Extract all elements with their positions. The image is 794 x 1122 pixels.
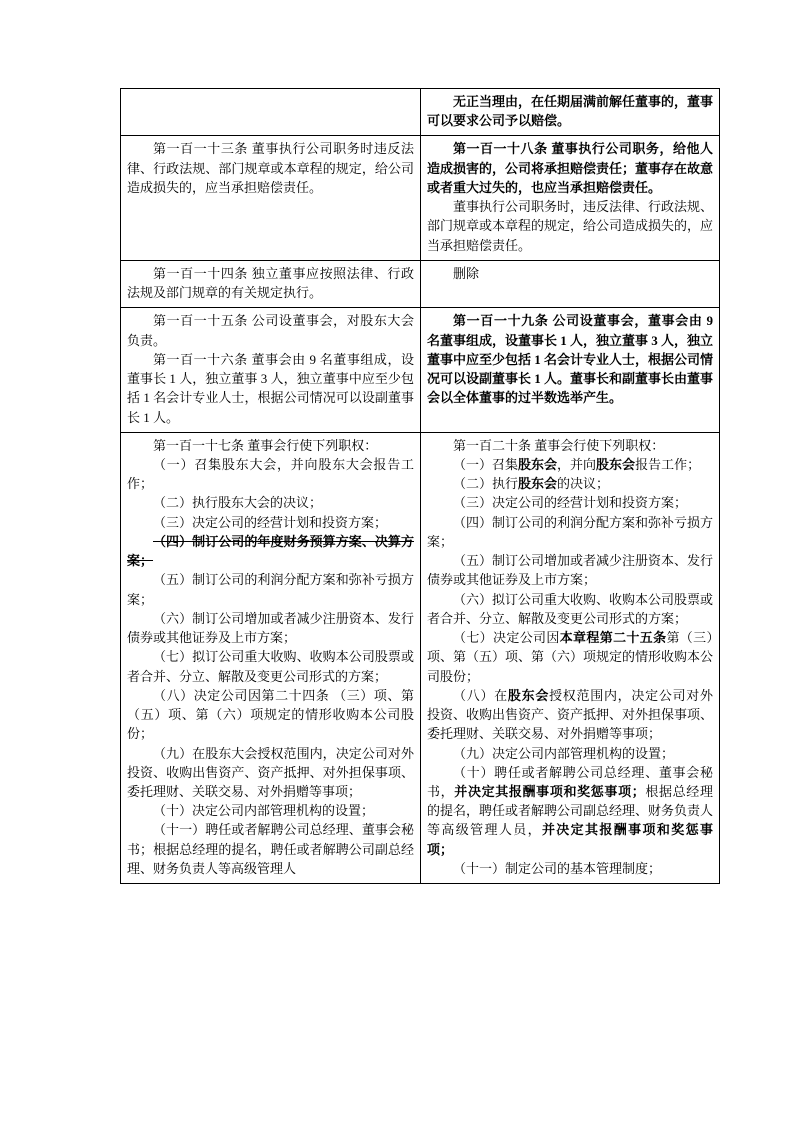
paragraph: （三）决定公司的经营计划和投资方案；: [153, 514, 388, 530]
paragraph: （六）拟订公司重大收购、收购本公司股票或者合并、分立、解散及变更公司形式的方案；: [427, 591, 714, 626]
table-cell-left: [121, 89, 421, 136]
table-cell-right: [421, 89, 720, 136]
comparison-table: [120, 88, 720, 884]
paragraph: （二）执行股东会的决议；: [453, 476, 610, 492]
table-row: [121, 308, 720, 432]
table-cell-right: [421, 136, 720, 260]
table-cell-right: [421, 260, 720, 307]
paragraph: （九）决定公司内部管理机构的设置；: [453, 745, 675, 761]
table-row: [121, 89, 720, 136]
paragraph: 董事执行公司职务时，违反法律、行政法规、部门规章或本章程的规定，给公司造成损失的，应当承担赔偿责任。: [427, 199, 714, 253]
table-cell-left: [121, 432, 421, 883]
paragraph: （九）在股东大会授权范围内，决定公司对外投资、收购出售资产、资产抵押、对外担保事项、委托理财、关联交易、对外捐赠等事项；: [127, 745, 414, 799]
paragraph: 第一百一十七条 董事会行使下列职权：: [153, 437, 378, 453]
paragraph: （七）拟订公司重大收购、收购本公司股票或者合并、分立、解散及变更公司形式的方案；: [127, 649, 414, 684]
paragraph: 第一百二十条 董事会行使下列职权：: [453, 437, 665, 453]
paragraph: （五）制订公司的利润分配方案和弥补亏损方案；: [127, 572, 414, 607]
paragraph: （四）制订公司的利润分配方案和弥补亏损方案；: [427, 514, 714, 549]
paragraph: 第一百一十九条 公司设董事会，董事会由 9 名董事组成，设董事长 1 人，独立董事 3 人，独立董事中应至少包括 1 名会计专业人士，根据公司情况可以设副董事长 1 人。董事长和副董事长由董事会以全体董事的过半数选举产生。: [427, 313, 714, 406]
paragraph: （三）决定公司的经营计划和投资方案；: [453, 495, 688, 511]
paragraph: 无正当理由，在任期届满前解任董事的，董事可以要求公司予以赔偿。: [427, 94, 714, 129]
table-cell-left: [121, 308, 421, 432]
paragraph: （一）召集股东大会，并向股东大会报告工作；: [127, 456, 414, 492]
paragraph: （五）制订公司增加或者减少注册资本、发行债券或其他证券及上市方案；: [427, 553, 714, 588]
paragraph: （二）执行股东大会的决议；: [153, 495, 323, 511]
paragraph: （十）聘任或者解聘公司总经理、董事会秘书，并决定其报酬事项和奖惩事项；根据总经理的提名，聘任或者解聘公司副总经理、财务负责人等高级管理人员，并决定其报酬事项和奖惩事项；: [427, 764, 714, 857]
paragraph: （七）决定公司因本章程第二十五条第（三）项、第（五）项、第（六）项规定的情形收购本公司股份；: [427, 630, 714, 684]
paragraph: 删除: [453, 265, 480, 281]
paragraph: （八）在股东会授权范围内，决定公司对外投资、收购出售资产、资产抵押、对外担保事项、委托理财、关联交易、对外捐赠等事项；: [427, 687, 714, 742]
table-row: [121, 136, 720, 260]
table-cell-left: [121, 136, 421, 260]
paragraph: 第一百一十六条 董事会由 9 名董事组成，设董事长 1 人，独立董事 3 人，独立董事中应至少包括 1 名会计专业人士，根据公司情况可以设副董事长 1 人。: [127, 351, 414, 425]
table-body: [121, 89, 720, 884]
paragraph-deleted: （四）制订公司的年度财务预算方案、决算方案；: [127, 533, 414, 569]
paragraph: 第一百一十三条 董事执行公司职务时违反法律、行政法规、部门规章或本章程的规定，给公司造成损失的，应当承担赔偿责任。: [127, 141, 414, 195]
paragraph: 第一百一十八条 董事执行公司职务，给他人造成损害的，公司将承担赔偿责任；董事存在故意或者重大过失的，也应当承担赔偿责任。: [427, 141, 714, 195]
paragraph: （一）召集股东会，并向股东会报告工作；: [453, 456, 701, 472]
paragraph: （十一）制定公司的基本管理制度；: [453, 860, 662, 876]
table-cell-right: [421, 308, 720, 432]
table-row: [121, 432, 720, 883]
paragraph: 第一百一十四条 独立董事应按照法律、行政法规及部门规章的有关规定执行。: [127, 265, 414, 301]
table-cell-left: [121, 260, 421, 307]
paragraph: 第一百一十五条 公司设董事会，对股东大会负责。: [127, 313, 414, 348]
paragraph: （八）决定公司因第二十四条 （三）项、第（五）项、第（六）项规定的情形收购本公司股份；: [127, 687, 414, 742]
table-row: [121, 260, 720, 307]
table-cell-right: [421, 432, 720, 883]
paragraph: （十一）聘任或者解聘公司总经理、董事会秘书；根据总经理的提名，聘任或者解聘公司副总经理、财务负责人等高级管理人: [127, 822, 414, 876]
paragraph: （六）制订公司增加或者减少注册资本、发行债券或其他证券及上市方案；: [127, 610, 414, 646]
paragraph: （十）决定公司内部管理机构的设置；: [153, 803, 375, 819]
